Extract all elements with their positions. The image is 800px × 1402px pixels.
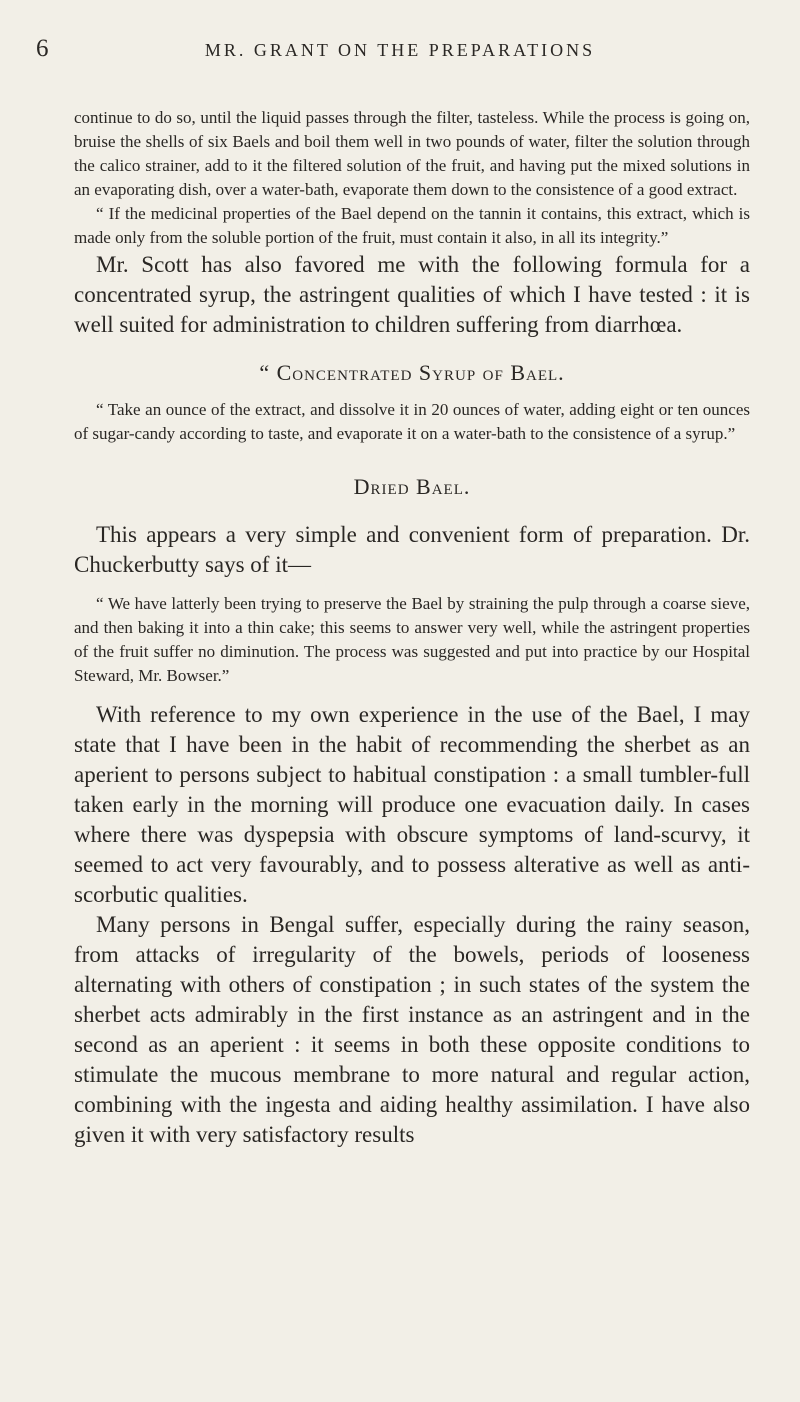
page-body: [74, 106, 750, 1150]
page-number: 6: [36, 35, 49, 62]
paragraph-author-experience: With reference to my own experience in the use of the Bael, I may state that I have been in the habit of recommending the sherbet as an aperient to persons subject to habitual constipation : a small tumbler-full taken early in the morning will produce one evacuation daily. In cases where there was dyspepsia with obscure symptoms of land-scurvy, it seemed to act very favourably, and to possess alterative as well as anti-scorbutic qualities.: [74, 702, 750, 907]
page-header: [36, 34, 764, 64]
section-heading-concentrated-syrup: “ Concentrated Syrup of Bael.: [259, 360, 565, 385]
paragraph-dried-bael-intro: This appears a very simple and convenient form of preparation. Dr. Chuckerbutty says of it—: [74, 522, 750, 577]
running-head: MR. GRANT ON THE PREPARATIONS: [204, 40, 596, 60]
paragraph-filtering-instructions: continue to do so, until the liquid passes through the filter, tasteless. While the process is going on, bruise the shells of six Baels and boil them well in two pounds of water, filter the solution through the calico strainer, add to it the filtered solution of the fruit, and having put the mixed solutions in an evaporating dish, over a water-bath, evaporate them down to the consistence of a good extract.: [74, 108, 750, 199]
paragraph-syrup-recipe: “ Take an ounce of the extract, and dissolve it in 20 ounces of water, adding eight or ten ounces of sugar-candy according to taste, and evaporate it on a water-bath to the consistence of a syrup.”: [74, 400, 750, 443]
paragraph-tannin-quote: “ If the medicinal properties of the Bael depend on the tannin it contains, this extract, which is made only from the soluble portion of the fruit, must contain it also, in all its integrity.”: [74, 204, 750, 247]
section-heading-dried-bael: Dried Bael.: [353, 474, 471, 499]
paragraph-syrup-formula-intro: Mr. Scott has also favored me with the following formula for a concentrated syrup, the astringent qualities of which I have tested : it is well suited for administration to children suffering from diarrhœa.: [74, 252, 750, 337]
paragraph-chuckerbutty-quote: “ We have latterly been trying to preserve the Bael by straining the pulp through a coarse sieve, and then baking it into a thin cake; this seems to answer very well, while the astringent properties of the fruit suffer no diminution. The process was suggested and put into practice by our Hospital Steward, Mr. Bowser.”: [74, 594, 750, 685]
paragraph-bengal-bowels: Many persons in Bengal suffer, especially during the rainy season, from attacks of irregularity of the bowels, periods of looseness alternating with others of constipation ; in such states of the system the sherbet acts admirably in the first instance as an astringent and in the second as an aperient : it seems in both these opposite conditions to stimulate the mucous membrane to more natural and regular action, combining with the ingesta and aiding healthy assimilation. I have also given it with very satisfactory results: [74, 912, 750, 1147]
